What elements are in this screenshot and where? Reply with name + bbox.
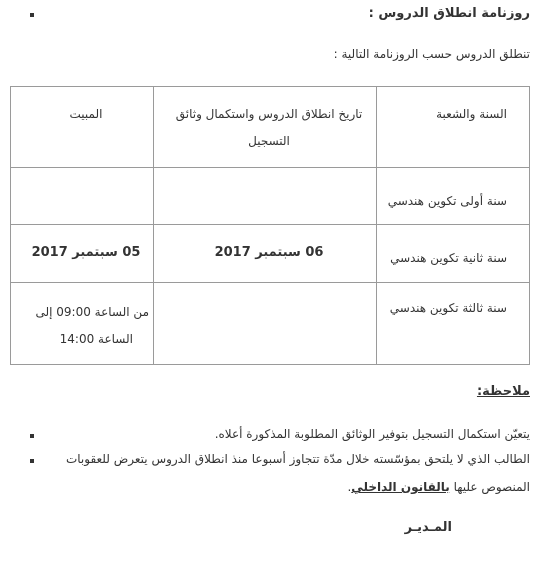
table-row <box>11 168 530 225</box>
note-item-2-prefix: المنصوص عليها <box>449 480 530 494</box>
boarding-cell <box>11 168 154 225</box>
year-label: سنة ثانية تكوين هندسي <box>390 251 507 265</box>
internal-law-link: بالقانون الداخلي <box>351 480 450 494</box>
boarding-cell <box>11 225 154 283</box>
section-heading: روزنامة انطلاق الدروس : <box>368 6 530 21</box>
header-start <box>154 87 376 155</box>
header-boarding-cell <box>11 87 154 168</box>
year-cell <box>377 168 530 225</box>
header-boarding: المبيت <box>69 107 103 121</box>
header-year-cell <box>377 87 530 168</box>
boarding-date <box>11 168 153 183</box>
year-cell <box>377 283 530 365</box>
table-row <box>11 283 530 365</box>
start-date <box>154 168 376 183</box>
year-cell <box>377 225 530 283</box>
note-title: ملاحظة: <box>476 384 530 399</box>
start-cell <box>154 225 377 283</box>
note-item-2-line1: الطالب الذي لا يلتحق بمؤسّسته خلال مدّة تتجاوز أسبوعا منذ انطلاق الدروس يتعرض للعقوبات <box>65 452 530 466</box>
year-label: سنة أولى تكوين هندسي <box>387 194 507 208</box>
schedule-table <box>10 86 530 365</box>
start-date: 06 سبتمبر 2017 <box>214 245 324 260</box>
start-cell <box>154 283 377 365</box>
note-item-1: يتعيّن استكمال التسجيل بتوفير الوثائق المطلوبة المذكورة أعلاه. <box>214 427 530 441</box>
note-item-2-line2 <box>347 480 530 494</box>
boarding-cell <box>11 283 154 365</box>
heading-bullet <box>30 13 34 17</box>
director-signature: المـديـر <box>404 520 452 535</box>
table-row <box>11 225 530 283</box>
boarding-date: 05 سبتمبر 2017 <box>31 245 141 260</box>
header-start-line1: تاريخ انطلاق الدروس واستكمال وثائق <box>175 107 363 121</box>
header-year: السنة والشعبة <box>436 107 507 121</box>
table-header-row <box>11 87 530 168</box>
note-bullet-1 <box>30 434 34 438</box>
header-start-line2: التسجيل <box>248 134 290 148</box>
note-item-2-suffix: . <box>347 480 352 494</box>
note-bullet-2 <box>30 459 34 463</box>
intro-text: تنطلق الدروس حسب الروزنامة التالية : <box>333 47 530 61</box>
start-cell <box>154 168 377 225</box>
boarding-hours-line2: الساعة 14:00 <box>59 332 133 346</box>
year-label: سنة ثالثة تكوين هندسي <box>389 301 507 315</box>
header-start-cell <box>154 87 377 168</box>
boarding-hours-line1: من الساعة 09:00 إلى <box>35 305 149 319</box>
boarding-hours <box>11 283 153 353</box>
